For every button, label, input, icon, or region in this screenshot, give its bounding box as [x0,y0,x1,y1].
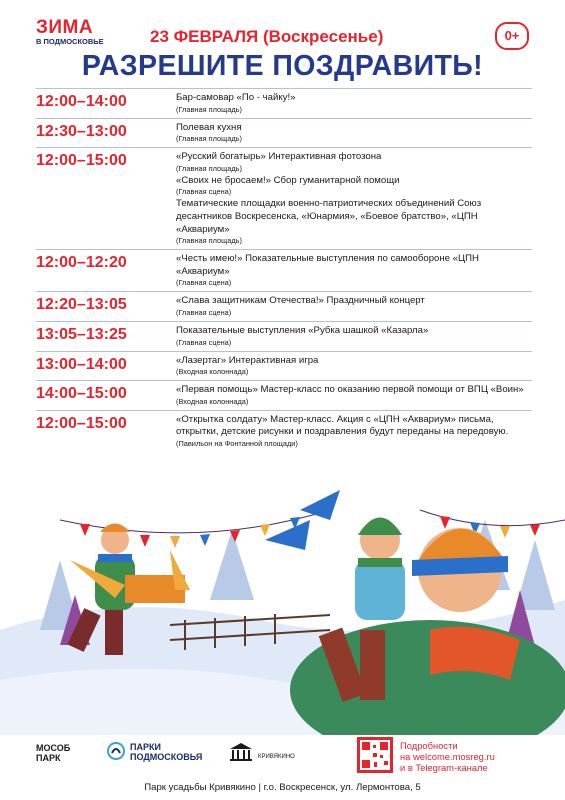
event-location: (Главная площадь) [176,134,242,144]
venue-address: Парк усадьбы Кривякино | г.о. Воскресенск, ул. Лермонтова, 5 [144,782,421,793]
event-location: (Главная площадь) [176,236,242,246]
event-location: (Павильон на Фонтанной площади) [176,438,298,448]
schedule-row [36,147,532,249]
time-range: 12:20–13:05 [36,296,127,314]
event-location: (Главная сцена) [176,187,232,197]
schedule-row [36,88,532,118]
event-location: (Главная площадь) [176,163,242,173]
event-title: Полевая кухня [176,121,242,133]
parks-line2: ПОДМОСКОВЬЯ [130,752,203,762]
page-title: РАЗРЕШИТЕ ПОЗДРАВИТЬ! [81,50,484,82]
event-title: «Своих не бросаем!» Сбор гуманитарной помощи [176,174,400,186]
schedule-row [36,351,532,381]
event-title: «Слава защитникам Отечества!» Праздничный концерт [176,295,425,307]
event-list [176,414,532,450]
event-location: (Главная площадь) [176,104,242,114]
parks-line1: ПАРКИ [130,742,161,752]
schedule-row [36,118,532,148]
event-title: «Лазертаг» Интерактивная игра [176,354,319,366]
age-rating-badge: 0+ [495,22,529,50]
event-list [176,151,532,247]
holiday-illustration [0,480,565,735]
event-title: Бар-самовар «По - чайку!» [176,92,296,103]
estate-logo-text: КРИВЯКИНО [258,754,295,760]
time-range: 12:00–12:20 [36,254,127,272]
parks-logo [130,742,202,762]
more-line1: Подробности [400,740,458,751]
estate-building-icon [228,742,254,762]
event-location: (Главная сцена) [176,337,232,347]
schedule-row [36,410,532,452]
parks-icon [106,741,126,761]
event-location: (Главная сцена) [176,307,232,317]
time-range: 13:05–13:25 [36,325,127,343]
event-title: Показательные выступления «Рубка шашкой «Казарла» [176,324,429,336]
event-list [176,253,532,289]
time-range: 14:00–15:00 [36,385,127,403]
time-range: 12:00–14:00 [36,93,127,110]
logo-main-text: ЗИМА [36,17,94,38]
event-location: (Главная сцена) [176,278,232,288]
event-location: (Входная колоннада) [176,396,249,406]
schedule-row [36,321,532,351]
event-list [176,122,532,146]
event-date: 23 ФЕВРАЛЯ (Воскресенье) [150,27,384,46]
event-list [176,355,532,379]
time-range: 13:00–14:00 [36,355,127,373]
mososb-line2: ПАРК [36,753,61,763]
schedule-row [36,249,532,291]
mososb-line1: МОСОБ [36,743,71,753]
mososb-logo [36,743,70,763]
time-range: 12:00–15:00 [36,152,127,170]
event-list [176,325,532,349]
event-location: (Входная колоннада) [176,367,249,377]
event-list [176,92,532,116]
zima-logo [36,18,116,46]
more-line3: и в Telegram-канале [400,762,488,773]
time-range: 12:00–15:00 [36,414,127,432]
more-info [400,740,495,773]
event-title: «Русский богатырь» Интерактивная фотозона [176,151,382,163]
event-title: «Открытка солдату» Мастер-класс. Акция с «ЦПН «Аквариум» письма, открытки, детские рисунки и поздравления будут переданы на передовую. [176,413,509,438]
time-range: 12:30–13:00 [36,122,127,140]
schedule-table [36,88,532,452]
schedule-row [36,380,532,410]
event-title: «Первая помощь» Мастер-класс по оказанию первой помощи от ВПЦ «Воин» [176,384,524,396]
logo-sub-text: В ПОДМОСКОВЬЕ [36,37,104,46]
event-title: «Честь имею!» Показательные выступления по самообороне «ЦПН «Аквариум» [176,253,479,277]
event-list [176,384,532,408]
footer-logos [0,735,565,783]
qr-code[interactable] [357,737,393,773]
event-list [176,295,532,319]
event-title: Тематические площадки военно-патриотических объединений Союз десантников Воскресенска, «Юнармия», «Боевое братство», «ЦПН «Аквариум» [176,198,482,235]
more-link[interactable]: на welcome.mosreg.ru [400,751,495,762]
schedule-row [36,291,532,321]
